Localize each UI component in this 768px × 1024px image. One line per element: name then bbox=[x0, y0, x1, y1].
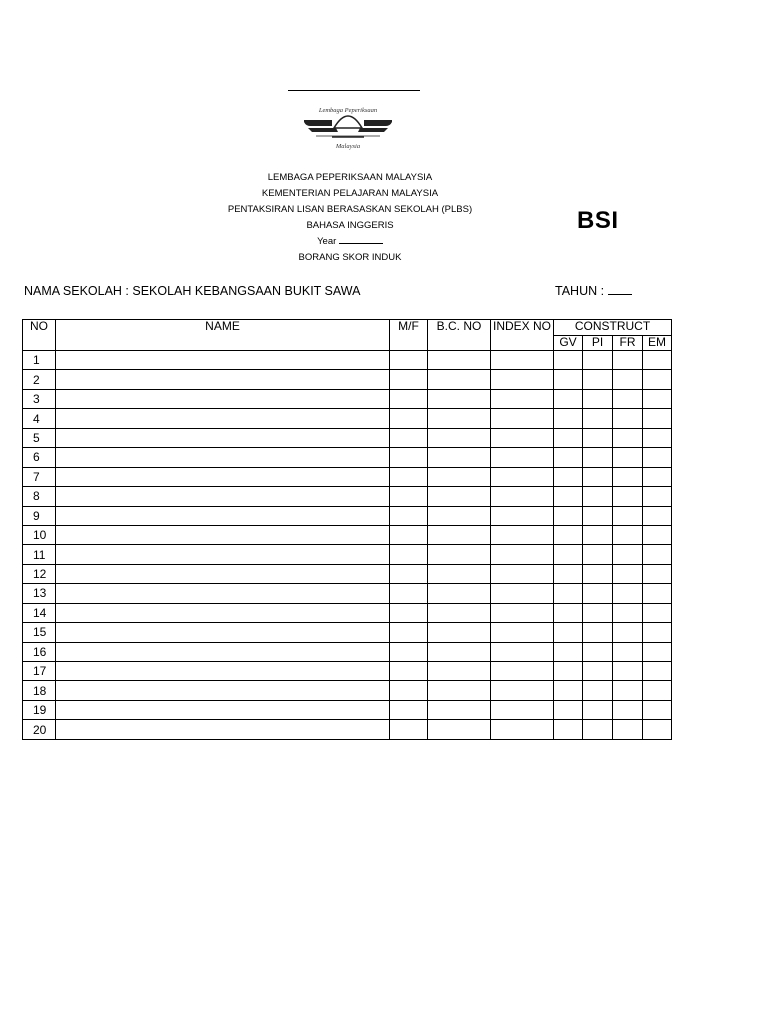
table-row bbox=[23, 448, 672, 467]
pi-cell[interactable] bbox=[583, 603, 613, 622]
sex-cell[interactable] bbox=[390, 662, 428, 681]
gv-cell[interactable] bbox=[554, 370, 583, 389]
bc-no-cell[interactable] bbox=[428, 351, 491, 370]
em-cell[interactable] bbox=[643, 720, 672, 739]
index-no-cell[interactable] bbox=[491, 700, 554, 719]
table-row bbox=[23, 389, 672, 408]
em-cell[interactable] bbox=[643, 428, 672, 447]
fr-cell[interactable] bbox=[613, 545, 643, 564]
logo-text-top: Lembaga Peperiksaan bbox=[318, 107, 378, 114]
bc-no-cell[interactable] bbox=[428, 623, 491, 642]
index-no-cell[interactable] bbox=[491, 351, 554, 370]
sex-cell[interactable] bbox=[390, 467, 428, 486]
tahun-blank bbox=[608, 294, 632, 295]
bc-no-cell[interactable] bbox=[428, 545, 491, 564]
sex-cell[interactable] bbox=[390, 409, 428, 428]
bc-no-cell[interactable] bbox=[428, 487, 491, 506]
name-cell[interactable] bbox=[56, 409, 390, 428]
gv-cell[interactable] bbox=[554, 700, 583, 719]
score-table-body bbox=[23, 351, 672, 740]
pi-cell[interactable] bbox=[583, 506, 613, 525]
name-cell[interactable] bbox=[56, 545, 390, 564]
table-row bbox=[23, 603, 672, 622]
name-cell[interactable] bbox=[56, 662, 390, 681]
em-cell[interactable] bbox=[643, 545, 672, 564]
header-line-year bbox=[200, 234, 500, 250]
bc-no-cell[interactable] bbox=[428, 525, 491, 544]
sex-cell[interactable] bbox=[390, 564, 428, 583]
bc-no-cell[interactable] bbox=[428, 662, 491, 681]
header-gv: GV bbox=[554, 336, 583, 351]
table-row bbox=[23, 584, 672, 603]
index-no-cell[interactable] bbox=[491, 662, 554, 681]
gv-cell[interactable] bbox=[554, 409, 583, 428]
row-number: 8 bbox=[23, 487, 56, 506]
bc-no-cell[interactable] bbox=[428, 428, 491, 447]
em-cell[interactable] bbox=[643, 681, 672, 700]
em-cell[interactable] bbox=[643, 351, 672, 370]
table-row bbox=[23, 564, 672, 583]
table-row bbox=[23, 700, 672, 719]
sex-cell[interactable] bbox=[390, 642, 428, 661]
gv-cell[interactable] bbox=[554, 642, 583, 661]
name-cell[interactable] bbox=[56, 700, 390, 719]
gv-cell[interactable] bbox=[554, 623, 583, 642]
index-no-cell[interactable] bbox=[491, 545, 554, 564]
fr-cell[interactable] bbox=[613, 584, 643, 603]
row-number: 2 bbox=[23, 370, 56, 389]
gv-cell[interactable] bbox=[554, 448, 583, 467]
bc-no-cell[interactable] bbox=[428, 720, 491, 739]
pi-cell[interactable] bbox=[583, 584, 613, 603]
index-no-cell[interactable] bbox=[491, 642, 554, 661]
em-cell[interactable] bbox=[643, 623, 672, 642]
header-construct: CONSTRUCT bbox=[554, 320, 672, 336]
header-bc-no: B.C. NO bbox=[428, 320, 491, 351]
row-number: 4 bbox=[23, 409, 56, 428]
pi-cell[interactable] bbox=[583, 642, 613, 661]
em-cell[interactable] bbox=[643, 409, 672, 428]
table-row bbox=[23, 720, 672, 739]
pi-cell[interactable] bbox=[583, 487, 613, 506]
table-row bbox=[23, 623, 672, 642]
bc-no-cell[interactable] bbox=[428, 448, 491, 467]
sex-cell[interactable] bbox=[390, 525, 428, 544]
gv-cell[interactable] bbox=[554, 584, 583, 603]
name-cell[interactable] bbox=[56, 584, 390, 603]
top-rule bbox=[288, 90, 420, 91]
pi-cell[interactable] bbox=[583, 623, 613, 642]
sex-cell[interactable] bbox=[390, 448, 428, 467]
em-cell[interactable] bbox=[643, 370, 672, 389]
row-number: 19 bbox=[23, 700, 56, 719]
name-cell[interactable] bbox=[56, 389, 390, 408]
em-cell[interactable] bbox=[643, 662, 672, 681]
bc-no-cell[interactable] bbox=[428, 700, 491, 719]
fr-cell[interactable] bbox=[613, 603, 643, 622]
bc-no-cell[interactable] bbox=[428, 681, 491, 700]
bc-no-cell[interactable] bbox=[428, 389, 491, 408]
table-row bbox=[23, 506, 672, 525]
em-cell[interactable] bbox=[643, 448, 672, 467]
name-cell[interactable] bbox=[56, 603, 390, 622]
name-cell[interactable] bbox=[56, 448, 390, 467]
table-row bbox=[23, 525, 672, 544]
pi-cell[interactable] bbox=[583, 467, 613, 486]
pi-cell[interactable] bbox=[583, 448, 613, 467]
pi-cell[interactable] bbox=[583, 545, 613, 564]
row-number: 15 bbox=[23, 623, 56, 642]
row-number: 7 bbox=[23, 467, 56, 486]
year-label: Year bbox=[317, 236, 337, 247]
index-no-cell[interactable] bbox=[491, 506, 554, 525]
gv-cell[interactable] bbox=[554, 428, 583, 447]
sex-cell[interactable] bbox=[390, 389, 428, 408]
header-no: NO bbox=[23, 320, 56, 351]
row-number: 20 bbox=[23, 720, 56, 739]
index-no-cell[interactable] bbox=[491, 720, 554, 739]
em-cell[interactable] bbox=[643, 584, 672, 603]
name-cell[interactable] bbox=[56, 720, 390, 739]
header-fr: FR bbox=[613, 336, 643, 351]
em-cell[interactable] bbox=[643, 525, 672, 544]
fr-cell[interactable] bbox=[613, 700, 643, 719]
form-title: BORANG SKOR INDUK bbox=[298, 252, 402, 263]
row-number: 9 bbox=[23, 506, 56, 525]
fr-cell[interactable] bbox=[613, 448, 643, 467]
sex-cell[interactable] bbox=[390, 428, 428, 447]
em-cell[interactable] bbox=[643, 700, 672, 719]
fr-cell[interactable] bbox=[613, 467, 643, 486]
fr-cell[interactable] bbox=[613, 506, 643, 525]
name-cell[interactable] bbox=[56, 428, 390, 447]
fr-cell[interactable] bbox=[613, 370, 643, 389]
fr-cell[interactable] bbox=[613, 564, 643, 583]
pi-cell[interactable] bbox=[583, 525, 613, 544]
row-number: 18 bbox=[23, 681, 56, 700]
form-code: BSI bbox=[577, 207, 619, 234]
table-row bbox=[23, 370, 672, 389]
fr-cell[interactable] bbox=[613, 642, 643, 661]
school-name-label: NAMA SEKOLAH : SEKOLAH KEBANGSAAN BUKIT SAWA bbox=[24, 284, 361, 298]
score-table bbox=[22, 319, 672, 740]
index-no-cell[interactable] bbox=[491, 409, 554, 428]
bc-no-cell[interactable] bbox=[428, 409, 491, 428]
fr-cell[interactable] bbox=[613, 720, 643, 739]
pi-cell[interactable] bbox=[583, 370, 613, 389]
row-number: 14 bbox=[23, 603, 56, 622]
bc-no-cell[interactable] bbox=[428, 370, 491, 389]
name-cell[interactable] bbox=[56, 642, 390, 661]
index-no-cell[interactable] bbox=[491, 370, 554, 389]
fr-cell[interactable] bbox=[613, 389, 643, 408]
bc-no-cell[interactable] bbox=[428, 564, 491, 583]
em-cell[interactable] bbox=[643, 603, 672, 622]
sex-cell[interactable] bbox=[390, 487, 428, 506]
fr-cell[interactable] bbox=[613, 487, 643, 506]
table-row bbox=[23, 351, 672, 370]
header-line-assessment: PENTAKSIRAN LISAN BERASASKAN SEKOLAH (PLBS) bbox=[227, 204, 473, 215]
table-row bbox=[23, 487, 672, 506]
pi-cell[interactable] bbox=[583, 681, 613, 700]
row-number: 6 bbox=[23, 448, 56, 467]
year-blank bbox=[339, 243, 383, 244]
fr-cell[interactable] bbox=[613, 662, 643, 681]
tahun-label: TAHUN : bbox=[555, 284, 605, 298]
sex-cell[interactable] bbox=[390, 506, 428, 525]
logo-text-bottom: Malaysia bbox=[335, 143, 361, 150]
name-cell[interactable] bbox=[56, 487, 390, 506]
bc-no-cell[interactable] bbox=[428, 506, 491, 525]
table-row bbox=[23, 467, 672, 486]
pi-cell[interactable] bbox=[583, 409, 613, 428]
row-number: 10 bbox=[23, 525, 56, 544]
fr-cell[interactable] bbox=[613, 428, 643, 447]
em-cell[interactable] bbox=[643, 564, 672, 583]
pi-cell[interactable] bbox=[583, 662, 613, 681]
bc-no-cell[interactable] bbox=[428, 603, 491, 622]
tahun-field bbox=[555, 284, 632, 298]
sex-cell[interactable] bbox=[390, 370, 428, 389]
table-row bbox=[23, 642, 672, 661]
table-row bbox=[23, 545, 672, 564]
index-no-cell[interactable] bbox=[491, 584, 554, 603]
gv-cell[interactable] bbox=[554, 525, 583, 544]
sex-cell[interactable] bbox=[390, 584, 428, 603]
em-cell[interactable] bbox=[643, 467, 672, 486]
index-no-cell[interactable] bbox=[491, 564, 554, 583]
header-sex: M/F bbox=[390, 320, 428, 351]
row-number: 5 bbox=[23, 428, 56, 447]
gv-cell[interactable] bbox=[554, 603, 583, 622]
fr-cell[interactable] bbox=[613, 623, 643, 642]
index-no-cell[interactable] bbox=[491, 487, 554, 506]
table-row bbox=[23, 409, 672, 428]
name-cell[interactable] bbox=[56, 525, 390, 544]
row-number: 16 bbox=[23, 642, 56, 661]
sex-cell[interactable] bbox=[390, 545, 428, 564]
em-cell[interactable] bbox=[643, 389, 672, 408]
sex-cell[interactable] bbox=[390, 623, 428, 642]
em-cell[interactable] bbox=[643, 506, 672, 525]
row-number: 3 bbox=[23, 389, 56, 408]
index-no-cell[interactable] bbox=[491, 448, 554, 467]
gv-cell[interactable] bbox=[554, 564, 583, 583]
table-header-row bbox=[23, 320, 672, 336]
name-cell[interactable] bbox=[56, 564, 390, 583]
row-number: 11 bbox=[23, 545, 56, 564]
gv-cell[interactable] bbox=[554, 467, 583, 486]
header-name: NAME bbox=[56, 320, 390, 351]
em-cell[interactable] bbox=[643, 487, 672, 506]
table-row bbox=[23, 428, 672, 447]
gv-cell[interactable] bbox=[554, 506, 583, 525]
fr-cell[interactable] bbox=[613, 681, 643, 700]
sex-cell[interactable] bbox=[390, 681, 428, 700]
fr-cell[interactable] bbox=[613, 409, 643, 428]
sex-cell[interactable] bbox=[390, 351, 428, 370]
institution-crest-icon bbox=[296, 98, 400, 154]
header-em: EM bbox=[643, 336, 672, 351]
gv-cell[interactable] bbox=[554, 487, 583, 506]
row-number: 1 bbox=[23, 351, 56, 370]
header-pi: PI bbox=[583, 336, 613, 351]
name-cell[interactable] bbox=[56, 370, 390, 389]
pi-cell[interactable] bbox=[583, 700, 613, 719]
sex-cell[interactable] bbox=[390, 700, 428, 719]
row-number: 13 bbox=[23, 584, 56, 603]
name-cell[interactable] bbox=[56, 506, 390, 525]
table-row bbox=[23, 681, 672, 700]
row-number: 17 bbox=[23, 662, 56, 681]
pi-cell[interactable] bbox=[583, 389, 613, 408]
pi-cell[interactable] bbox=[583, 428, 613, 447]
header-block bbox=[200, 170, 500, 266]
pi-cell[interactable] bbox=[583, 720, 613, 739]
index-no-cell[interactable] bbox=[491, 525, 554, 544]
index-no-cell[interactable] bbox=[491, 623, 554, 642]
name-cell[interactable] bbox=[56, 681, 390, 700]
gv-cell[interactable] bbox=[554, 720, 583, 739]
fr-cell[interactable] bbox=[613, 351, 643, 370]
index-no-cell[interactable] bbox=[491, 467, 554, 486]
header-line-subject: BAHASA INGGERIS bbox=[306, 220, 394, 231]
sex-cell[interactable] bbox=[390, 720, 428, 739]
name-cell[interactable] bbox=[56, 467, 390, 486]
bc-no-cell[interactable] bbox=[428, 584, 491, 603]
bc-no-cell[interactable] bbox=[428, 467, 491, 486]
gv-cell[interactable] bbox=[554, 662, 583, 681]
gv-cell[interactable] bbox=[554, 681, 583, 700]
gv-cell[interactable] bbox=[554, 389, 583, 408]
em-cell[interactable] bbox=[643, 642, 672, 661]
header-line-board: LEMBAGA PEPERIKSAAN MALAYSIA bbox=[267, 172, 433, 183]
pi-cell[interactable] bbox=[583, 351, 613, 370]
row-number: 12 bbox=[23, 564, 56, 583]
header-line-ministry: KEMENTERIAN PELAJARAN MALAYSIA bbox=[261, 188, 439, 199]
gv-cell[interactable] bbox=[554, 545, 583, 564]
table-row bbox=[23, 662, 672, 681]
bc-no-cell[interactable] bbox=[428, 642, 491, 661]
sex-cell[interactable] bbox=[390, 603, 428, 622]
fr-cell[interactable] bbox=[613, 525, 643, 544]
index-no-cell[interactable] bbox=[491, 389, 554, 408]
gv-cell[interactable] bbox=[554, 351, 583, 370]
index-no-cell[interactable] bbox=[491, 603, 554, 622]
pi-cell[interactable] bbox=[583, 564, 613, 583]
index-no-cell[interactable] bbox=[491, 681, 554, 700]
name-cell[interactable] bbox=[56, 351, 390, 370]
header-index-no: INDEX NO bbox=[491, 320, 554, 351]
index-no-cell[interactable] bbox=[491, 428, 554, 447]
name-cell[interactable] bbox=[56, 623, 390, 642]
